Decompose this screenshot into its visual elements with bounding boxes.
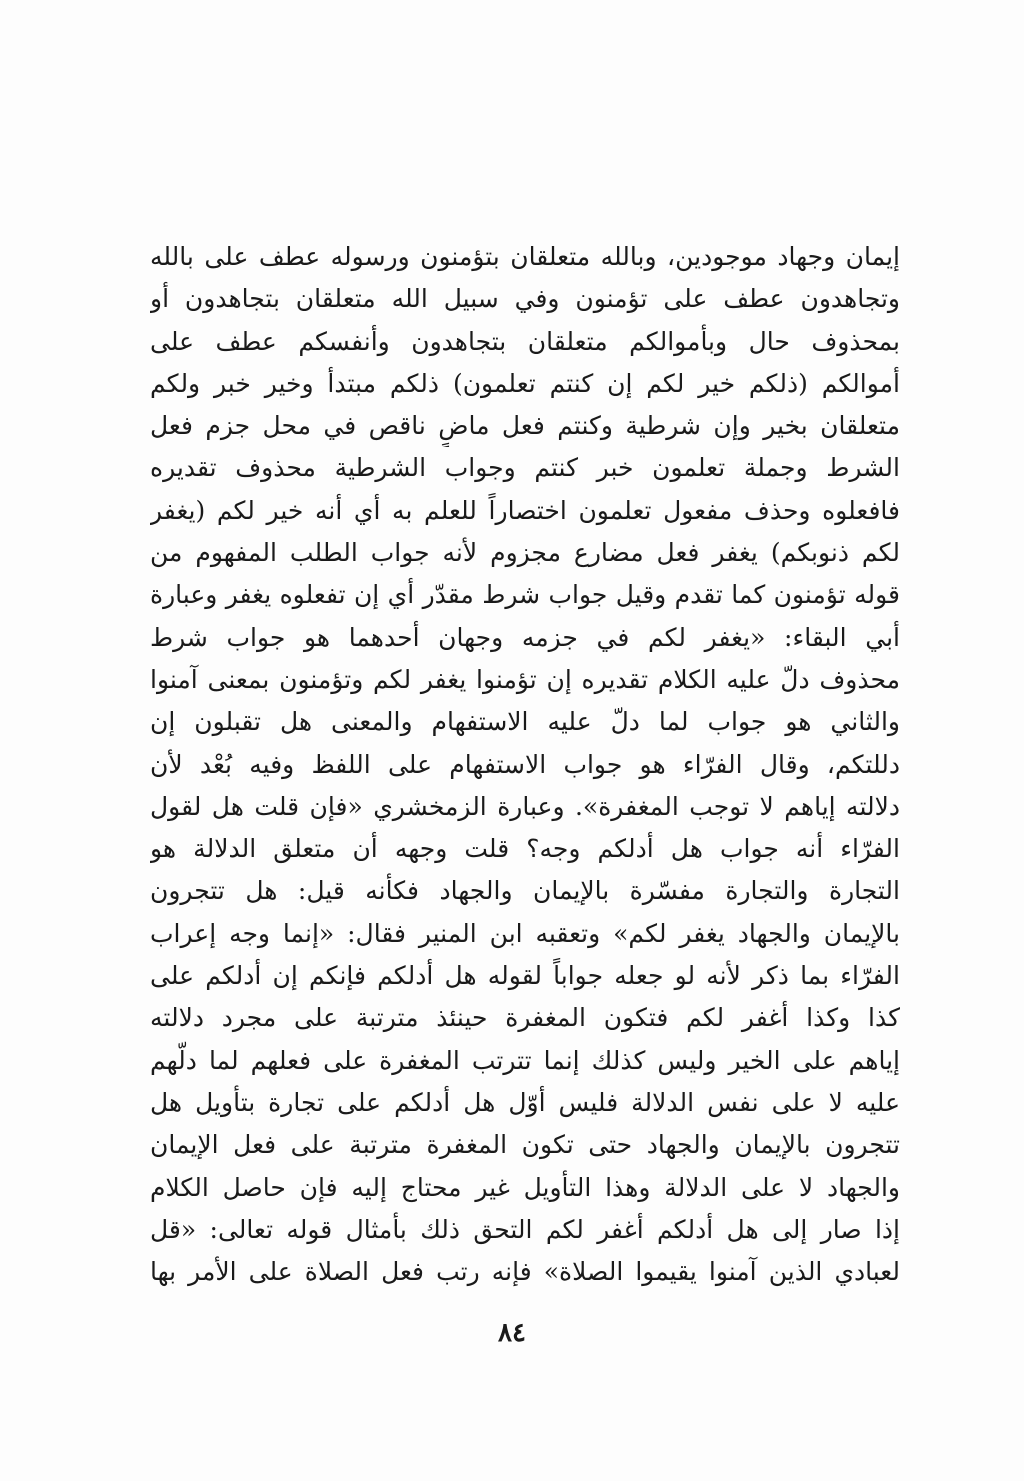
text-line: وتجاهدون عطف على تؤمنون وفي سبيل الله متعلقان بتجاهدون أو xyxy=(150,284,900,314)
text-line: قوله تؤمنون كما تقدم وقيل جواب شرط مقدّر أي إن تفعلوه يغفر وعبارة xyxy=(150,580,900,610)
text-line: دللتكم، وقال الفرّاء هو جواب الاستفهام على اللفظ وفيه بُعْد لأن xyxy=(150,749,900,779)
text-line: والجهاد لا على الدلالة وهذا التأويل غير محتاج إليه فإن حاصل الكلام xyxy=(150,1172,900,1202)
text-line: الفرّاء أنه جواب هل أدلكم وجه؟ قلت وجهه أن متعلق الدلالة هو xyxy=(150,834,900,864)
text-line: الشرط وجملة تعلمون خبر كنتم وجواب الشرطية محذوف تقديره xyxy=(150,453,900,483)
text-line: والثاني هو جواب لما دلّ عليه الاستفهام والمعنى هل تقبلون إن xyxy=(150,707,900,737)
text-line: أبي البقاء: «يغفر لكم في جزمه وجهان أحدهما هو جواب شرط xyxy=(150,622,900,652)
text-line: محذوف دلّ عليه الكلام تقديره إن تؤمنوا يغفر لكم وتؤمنون بمعنى آمنوا xyxy=(150,664,900,694)
body-text xyxy=(150,236,900,1293)
text-line: عليه لا على نفس الدلالة فليس أوّل هل أدلكم على تجارة بتأويل هل xyxy=(150,1087,900,1117)
text-line: بمحذوف حال وبأموالكم متعلقان بتجاهدون وأنفسكم عطف على xyxy=(150,326,900,356)
text-line: إذا صار إلى هل أدلكم أغفر لكم التحق ذلك بأمثال قوله تعالى: «قل xyxy=(150,1214,900,1244)
page-number: ٨٤ xyxy=(498,1318,526,1348)
text-line: تتجرون بالإيمان والجهاد حتى تكون المغفرة مترتبة على فعل الإيمان xyxy=(150,1130,900,1160)
text-line: إيمان وجهاد موجودين، وبالله متعلقان بتؤمنون ورسوله عطف على بالله xyxy=(150,242,900,271)
text-line: دلالته إياهم لا توجب المغفرة». وعبارة الزمخشري «فإن قلت هل لقول xyxy=(150,791,900,821)
text-line: فافعلوه وحذف مفعول تعلمون اختصاراً للعلم به أي أنه خير لكم (يغفر xyxy=(150,495,900,525)
text-line: كذا وكذا أغفر لكم فتكون المغفرة حينئذ مترتبة على مجرد دلالته xyxy=(150,1003,900,1033)
text-line: بالإيمان والجهاد يغفر لكم» وتعقبه ابن المنير فقال: «إنما وجه إعراب xyxy=(150,918,900,948)
text-line: لعبادي الذين آمنوا يقيموا الصلاة» فإنه رتب فعل الصلاة على الأمر بها xyxy=(150,1257,900,1287)
text-line: متعلقان بخير وإن شرطية وكنتم فعل ماضٍ ناقص في محل جزم فعل xyxy=(150,411,900,441)
text-line: الفرّاء بما ذكر لأنه لو جعله جواباً لقوله هل أدلكم فإنكم إن أدلكم على xyxy=(150,961,900,991)
text-line: التجارة والتجارة مفسّرة بالإيمان والجهاد فكأنه قيل: هل تتجرون xyxy=(150,876,900,906)
text-line: إياهم على الخير وليس كذلك إنما تترتب المغفرة على فعلهم لما دلّهم xyxy=(150,1045,900,1075)
text-line: أموالكم (ذلكم خير لكم إن كنتم تعلمون) ذلكم مبتدأ وخير خبر ولكم xyxy=(150,368,900,398)
text-line: لكم ذنوبكم) يغفر فعل مضارع مجزوم لأنه جواب الطلب المفهوم من xyxy=(150,538,900,568)
